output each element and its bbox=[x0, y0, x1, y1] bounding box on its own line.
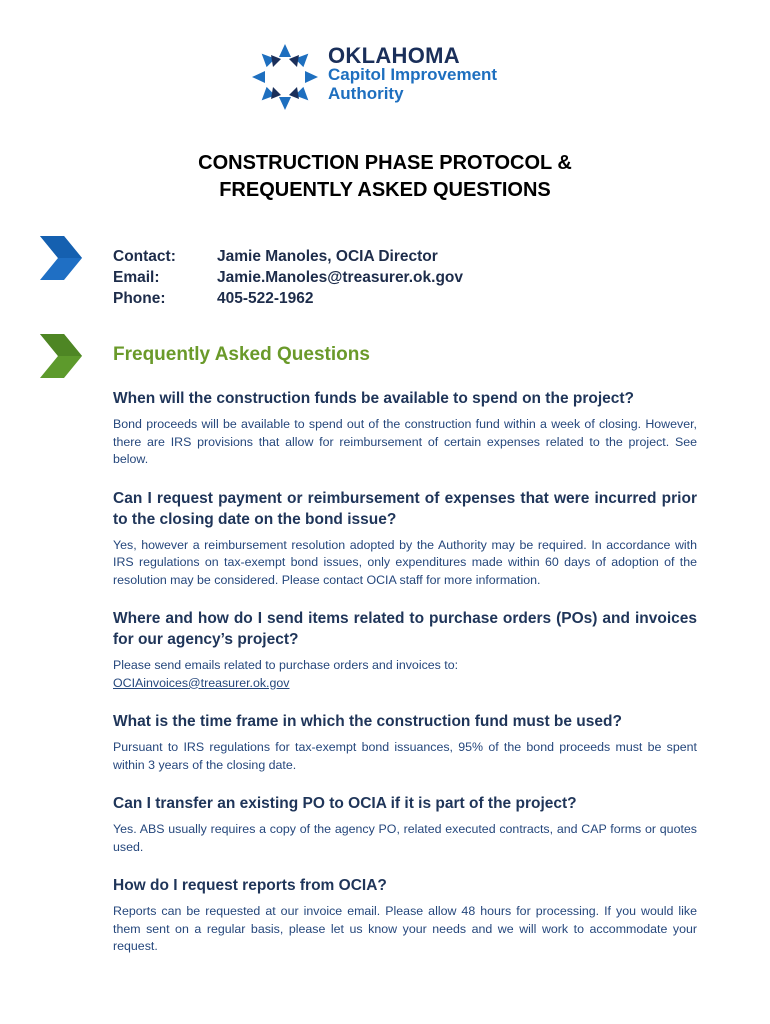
faq-question: Where and how do I send items related to purchase orders (POs) and invoices for our agency’s project? bbox=[113, 610, 697, 648]
faq-question: What is the time frame in which the construction fund must be used? bbox=[113, 713, 622, 730]
faq-answer: Bond proceeds will be available to spend out of the construction fund within a week of closing. However, there are IRS provisions that allow for reimbursement of certain expenses related to the project. See below. bbox=[113, 417, 697, 466]
email-label: Email: bbox=[113, 269, 160, 286]
faq-answer: Please send emails related to purchase orders and invoices to: bbox=[113, 658, 459, 672]
oklahoma-star-logo-icon bbox=[250, 42, 320, 112]
faq-answer: Yes. ABS usually requires a copy of the agency PO, related executed contracts, and CAP forms or quotes used. bbox=[113, 822, 697, 854]
faq-answer: Pursuant to IRS regulations for tax-exempt bond issuances, 95% of the bond proceeds must be spent within 3 years of the closing date. bbox=[113, 740, 697, 772]
logo-subtitle-2: Authority bbox=[328, 84, 404, 103]
faq-item bbox=[113, 608, 697, 692]
logo-title: OKLAHOMA bbox=[328, 43, 460, 68]
faq-answer: Reports can be requested at our invoice email. Please allow 48 hours for processing. If you would like them sent on a regular basis, please let us know your needs and we will work to accommodate your request. bbox=[113, 904, 697, 953]
faq-item bbox=[113, 488, 697, 590]
email-row bbox=[113, 267, 463, 288]
invoices-email-link[interactable]: OCIAinvoices@treasurer.ok.gov bbox=[113, 675, 290, 690]
faq-question: How do I request reports from OCIA? bbox=[113, 877, 387, 894]
page-title bbox=[0, 150, 770, 204]
faq-heading: Frequently Asked Questions bbox=[113, 344, 370, 365]
title-line-1: CONSTRUCTION PHASE PROTOCOL & bbox=[198, 152, 572, 174]
contact-name: Jamie Manoles, OCIA Director bbox=[217, 248, 438, 265]
faq-item bbox=[113, 875, 697, 956]
green-chevron-icon bbox=[38, 332, 84, 380]
faq-question: Can I request payment or reimbursement of expenses that were incurred prior to the closing date on the bond issue? bbox=[113, 489, 697, 528]
logo-subtitle-1: Capitol Improvement bbox=[328, 65, 498, 84]
ocia-logo bbox=[250, 42, 530, 112]
faq-question: Can I transfer an existing PO to OCIA if it is part of the project? bbox=[113, 795, 577, 812]
faq-item bbox=[113, 711, 697, 774]
faq-question: When will the construction funds be available to spend on the project? bbox=[113, 390, 635, 407]
faq-answer-with-link bbox=[113, 657, 697, 692]
faq-answer: Yes, however a reimbursement resolution adopted by the Authority may be required. In accordance with IRS regulations on tax-exempt bond issues, only expenditures made within 60 days of adoption of the resolution may be considered. Please contact OCIA staff for more information. bbox=[113, 537, 697, 587]
phone-label: Phone: bbox=[113, 290, 166, 307]
contact-phone: 405-522-1962 bbox=[217, 290, 314, 307]
faq-item bbox=[113, 793, 697, 856]
contact-label: Contact: bbox=[113, 248, 176, 265]
faq-item bbox=[113, 388, 697, 469]
phone-row bbox=[113, 288, 463, 309]
faq-list bbox=[113, 388, 697, 975]
contact-row bbox=[113, 246, 463, 267]
contact-block bbox=[113, 246, 463, 309]
title-line-2: FREQUENTLY ASKED QUESTIONS bbox=[219, 179, 551, 201]
blue-chevron-icon bbox=[38, 234, 84, 282]
contact-email[interactable]: Jamie.Manoles@treasurer.ok.gov bbox=[217, 269, 463, 286]
